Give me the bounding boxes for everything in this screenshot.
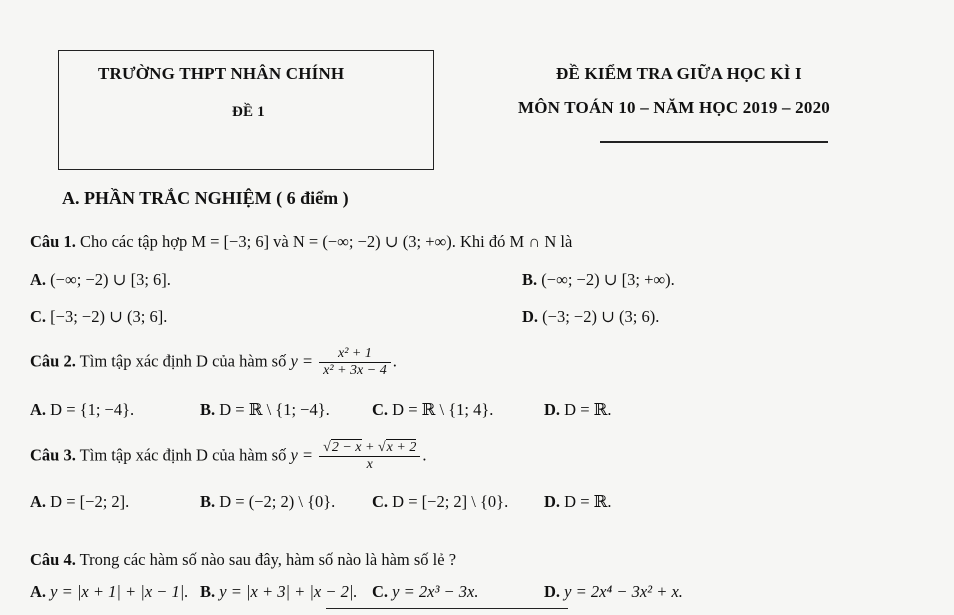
q1-c-text: [−3; −2) ∪ (3; 6].	[50, 307, 168, 326]
q2-option-d	[544, 400, 611, 420]
q4-b-label: B.	[200, 582, 216, 601]
q3-option-d	[544, 492, 611, 512]
q1-option-a	[30, 270, 171, 290]
question-1	[30, 232, 572, 252]
q3-a-label: A.	[30, 492, 47, 511]
q2-c-text: D = ℝ \ {1; 4}.	[392, 400, 494, 419]
q3-y: y =	[290, 445, 314, 465]
q2-y: y =	[290, 351, 314, 371]
q2-a-label: A.	[30, 400, 47, 419]
q1-c-label: C.	[30, 307, 47, 326]
q2-option-c	[372, 400, 493, 420]
q2-c-label: C.	[372, 400, 389, 419]
q3-b-text: D = (−2; 2) \ {0}.	[219, 492, 336, 511]
exam-code: ĐỀ 1	[232, 104, 265, 120]
q4-label: Câu 4.	[30, 550, 76, 569]
q1-option-c	[30, 307, 167, 327]
q1-d-text: (−3; −2) ∪ (3; 6).	[542, 307, 660, 326]
q4-option-d	[544, 582, 683, 602]
q3-label: Câu 3.	[30, 445, 76, 465]
question-4	[30, 550, 456, 570]
q4-c-label: C.	[372, 582, 389, 601]
bottom-rule	[326, 608, 568, 609]
q3-fraction	[319, 440, 420, 473]
school-name: TRƯỜNG THPT NHÂN CHÍNH	[98, 64, 345, 83]
q4-d-text: y = 2x⁴ − 3x² + x.	[564, 582, 683, 601]
q3-d-text: D = ℝ.	[564, 492, 612, 511]
q3-root-a: 2 − x	[331, 440, 362, 455]
q3-option-a	[30, 492, 129, 512]
q3-root-b: x + 2	[386, 440, 417, 455]
q3-c-label: C.	[372, 492, 389, 511]
q1-d-label: D.	[522, 307, 539, 326]
q3-numerator: √2 − x + √x + 2	[319, 440, 420, 457]
q3-a-text: D = [−2; 2].	[50, 492, 130, 511]
q1-a-text: (−∞; −2) ∪ [3; 6].	[50, 270, 171, 289]
q2-denominator: x² + 3x − 4	[323, 363, 387, 378]
q1-option-b	[522, 270, 675, 290]
q2-numerator: x² + 1	[319, 346, 391, 363]
q2-b-label: B.	[200, 400, 216, 419]
q4-option-a	[30, 582, 188, 602]
q2-d-label: D.	[544, 400, 561, 419]
q4-option-b	[200, 582, 358, 602]
q2-d-text: D = ℝ.	[564, 400, 612, 419]
q1-text: Cho các tập hợp M = [−3; 6] và N = (−∞; −2) ∪ (3; +∞). Khi đó M ∩ N là	[79, 232, 573, 251]
header-underline	[600, 141, 828, 143]
q4-a-label: A.	[30, 582, 47, 601]
q1-label: Câu 1.	[30, 232, 76, 251]
exam-title: ĐỀ KIỂM TRA GIỮA HỌC KÌ I	[556, 64, 802, 83]
q4-b-text: y = |x + 3| + |x − 2|.	[219, 582, 358, 601]
q4-c-text: y = 2x³ − 3x.	[392, 582, 479, 601]
q2-b-text: D = ℝ \ {1; −4}.	[219, 400, 330, 419]
question-3: Câu 3. Tìm tập xác định D của hàm số y = $\frac{√2 - x + √x + 2}{x}$ .	[30, 440, 427, 472]
section-a-heading: A. PHẦN TRẮC NGHIỆM ( 6 điểm )	[62, 188, 349, 208]
q3-option-b	[200, 492, 335, 512]
q1-option-d	[522, 307, 659, 327]
q4-text: Trong các hàm số nào sau đây, hàm số nào là hàm số lẻ ?	[79, 550, 457, 569]
q4-option-c	[372, 582, 478, 602]
subject-year: MÔN TOÁN 10 – NĂM HỌC 2019 – 2020	[518, 98, 830, 117]
q3-plus: +	[365, 440, 375, 455]
q2-label: Câu 2.	[30, 351, 76, 371]
q1-b-label: B.	[522, 270, 538, 289]
question-2: Câu 2. Tìm tập xác định D của hàm số y = $\frac{\text{x² + 1}}{\text{x² + 3x − 4}}$ .	[30, 346, 397, 378]
q1-a-label: A.	[30, 270, 47, 289]
q3-b-label: B.	[200, 492, 216, 511]
q2-fraction	[319, 346, 391, 379]
q2-option-a	[30, 400, 134, 420]
q2-option-b	[200, 400, 330, 420]
q4-a-text: y = |x + 1| + |x − 1|.	[50, 582, 189, 601]
q1-b-text: (−∞; −2) ∪ [3; +∞).	[541, 270, 675, 289]
q3-text: Tìm tập xác định D của hàm số	[79, 445, 287, 465]
q3-option-c	[372, 492, 508, 512]
q2-a-text: D = {1; −4}.	[50, 400, 135, 419]
q3-c-text: D = [−2; 2] \ {0}.	[392, 492, 509, 511]
q2-text: Tìm tập xác định D của hàm số	[79, 351, 287, 371]
q4-d-label: D.	[544, 582, 561, 601]
q3-d-label: D.	[544, 492, 561, 511]
q3-denominator: x	[366, 457, 373, 472]
